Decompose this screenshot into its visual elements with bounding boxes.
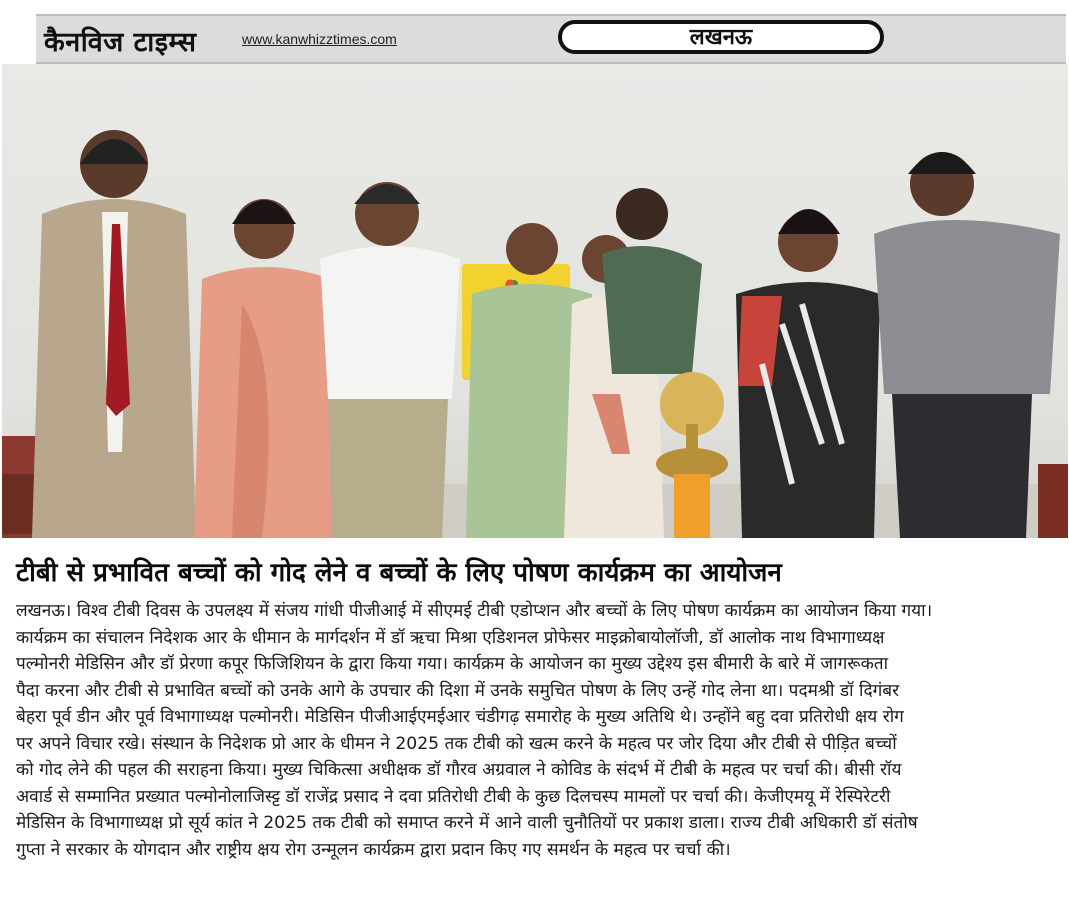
article-headline: टीबी से प्रभावित बच्चों को गोद लेने व बच्चों के लिए पोषण कार्यक्रम का आयोजन (16, 558, 782, 588)
photo-illustration (2, 64, 1068, 538)
article-line: मेडिसिन के विभागाध्यक्ष प्रो सूर्य कांत ने 2025 तक टीबी को समाप्त करने में आने वाली चुनौतियों पर प्रकाश डाला। राज्य टीबी अधिकारी डॉ संतोष (16, 813, 918, 833)
city-label: लखनऊ (689, 25, 753, 50)
event-photo (2, 64, 1068, 538)
article-line: अवार्ड से सम्मानित प्रख्यात पल्मोनोलाजिस्ट्ट डॉ राजेंद्र प्रसाद ने दवा प्रतिरोधी टीबी के कुछ दिलचस्प मामलों पर चर्चा की। केजीएमयू में रेस्पिरेटरी (16, 786, 891, 807)
masthead (36, 14, 1066, 64)
article-line: को गोद लेने की पहल की सराहना किया। मुख्य चिकित्सा अधीक्षक डॉ गौरव अग्रवाल ने कोविड के संदर्भ में टीबी के महत्व पर चर्चा की। बीसी रॉय (16, 760, 902, 780)
article-line: कार्यक्रम का संचालन निदेशक आर के धीमान के मार्गदर्शन में डॉ ऋचा मिश्रा एडिशनल प्रोफेसर माइक्रोबायोलॉजी, डॉ आलोक नाथ विभागाध्यक्ष (16, 627, 885, 648)
newspaper-brand: कैनविज टाइम्स (44, 27, 197, 58)
person-1 (32, 130, 196, 538)
article-body (16, 598, 1056, 863)
person-6 (736, 209, 880, 538)
article-line: पैदा करना और टीबी से प्रभावित बच्चों को उनके आगे के उपचार की दिशा में उनके समुचित पोषण के लिए उन्हें गोद लेना था। पदमश्री डॉ दिगंबर (16, 680, 900, 701)
person-7 (874, 152, 1060, 538)
article-line: बेहरा पूर्व डीन और पूर्व विभागाध्यक्ष पल्मोनरी। मेडिसिन पीजीआईएमईआर चंडीगढ़ समारोह के मुख्य अतिथि थे। उन्होंने बहु दवा प्रतिरोधी क्षय रोग (16, 707, 904, 727)
article-line: पर अपने विचार रखे। संस्थान के निदेशक प्रो आर के धीमन ने 2025 तक टीबी को खत्म करने के महत्व पर जोर दिया और टीबी से पीड़ित बच्चों (16, 733, 897, 754)
article-line: पल्मोनरी मेडिसिन और डॉ प्रेरणा कपूर फिजिशियन के द्वारा किया गया। कार्यक्रम के आयोजन का मुख्य उद्देश्य इस बीमारी के बारे में जागरूकता (16, 654, 889, 674)
child-body (602, 246, 702, 374)
city-label-box (558, 20, 884, 54)
person-3 (320, 182, 460, 538)
website-link[interactable]: www.kanwhizztimes.com (242, 31, 397, 47)
child-head (616, 188, 668, 240)
chair-right (1038, 464, 1068, 538)
article-line: लखनऊ। विश्व टीबी दिवस के उपलक्ष्य में संजय गांधी पीजीआई में सीएमई टीबी एडोप्शन और बच्चों के लिए पोषण कार्यक्रम का आयोजन किया गया। (16, 601, 933, 621)
article-line: गुप्ता ने सरकार के योगदान और राष्ट्रीय क्षय रोग उन्मूलन कार्यक्रम द्वारा प्रदान किए गए समर्थन के महत्व पर चर्चा की। (16, 839, 731, 860)
person-2 (194, 199, 338, 538)
